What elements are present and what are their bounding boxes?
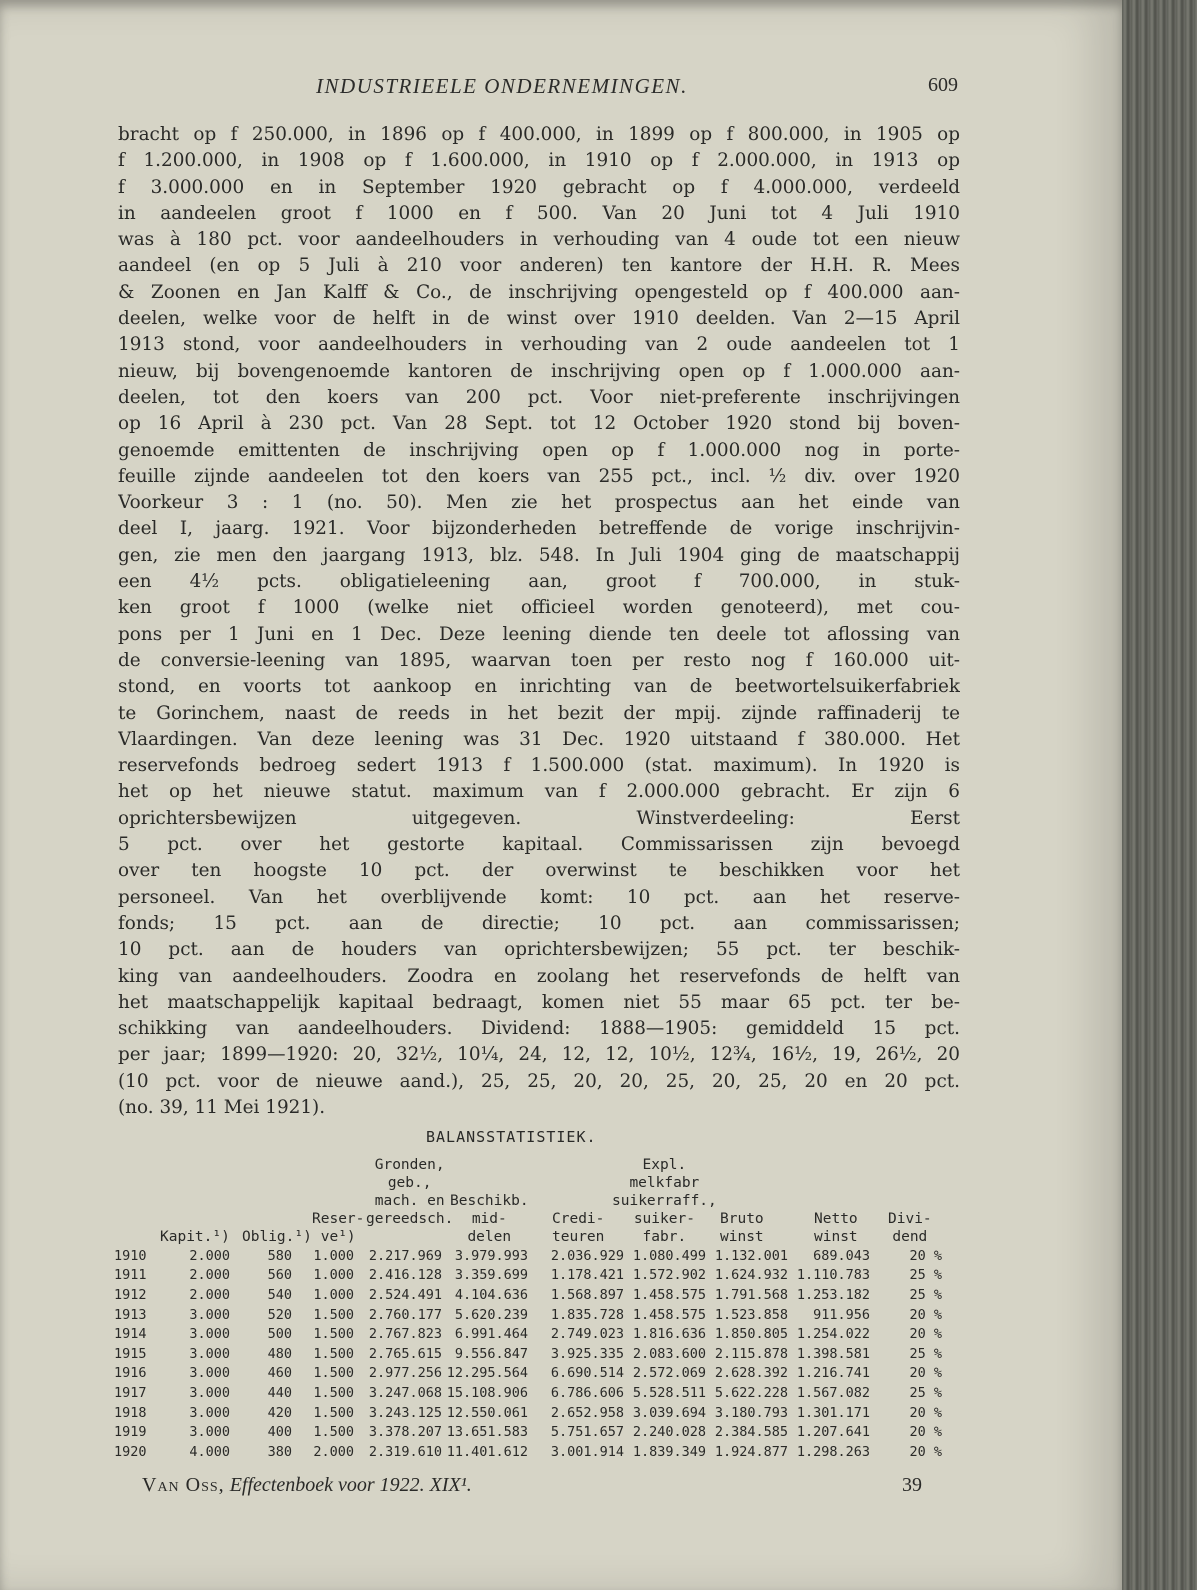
table-cell: 20 %: [909, 1306, 942, 1323]
table-cell: 1.791.568: [714, 1286, 788, 1303]
table-cell: 689.043: [813, 1247, 870, 1264]
year-cell: 1918: [114, 1404, 147, 1421]
table-cell: 1.500: [313, 1424, 354, 1441]
header-beschikb: Beschikb. mid- delen: [450, 1193, 529, 1245]
table-cell: 1.132.001: [714, 1247, 788, 1264]
body-line: 1913 stond, voor aandeelhouders in verhouding van 2 oude aandeelen tot 1: [118, 334, 960, 356]
table-cell: 420: [267, 1404, 292, 1421]
table-cell: 20 %: [909, 1404, 942, 1421]
table-cell: 1.568.897: [550, 1286, 624, 1303]
table-cell: 1.000: [313, 1286, 354, 1303]
table-cell: 1.110.783: [796, 1267, 870, 1284]
running-title: INDUSTRIEELE ONDERNEMINGEN.: [316, 74, 688, 98]
table-cell: 4.000: [189, 1443, 230, 1460]
table-cell: 2.628.392: [714, 1365, 788, 1382]
table-cell: 1.178.421: [550, 1267, 624, 1284]
footer-book: Effectenboek voor 1922. XIX¹.: [229, 1474, 472, 1496]
table-cell: 1.458.575: [632, 1306, 706, 1323]
header-expl: Expl. melkfabr suikerraff., suiker- fabr.: [612, 1157, 717, 1245]
body-line: deel I, jaarg. 1921. Voor bijzonderheden betreffende de vorige inschrijvin-: [118, 518, 960, 540]
year-cell: 1913: [114, 1306, 147, 1323]
table-cell: 6.786.606: [550, 1384, 624, 1401]
body-line: & Zoonen en Jan Kalff & Co., de inschrijving opengesteld op f 400.000 aan-: [118, 281, 960, 303]
table-cell: 1.624.932: [714, 1267, 788, 1284]
year-cell: 1915: [114, 1345, 147, 1362]
table-cell: 1.253.182: [796, 1286, 870, 1303]
header-gronden: Gronden, geb., mach. en gereedsch.: [366, 1157, 454, 1227]
body-line: f 3.000.000 en in September 1920 gebracht op f 4.000.000, verdeeld: [118, 176, 960, 198]
table-cell: 3.378.207: [368, 1424, 442, 1441]
table-row: [114, 1442, 942, 1462]
table-cell: 20 %: [909, 1443, 942, 1460]
body-line: over ten hoogste 10 pct. der overwinst te beschikken voor het: [118, 860, 960, 882]
table-row: [114, 1383, 942, 1403]
table-cell: 1.254.022: [796, 1326, 870, 1343]
table-cell: 3.180.793: [714, 1404, 788, 1421]
table-cell: 25 %: [909, 1286, 942, 1303]
table-cell: 2.115.878: [714, 1345, 788, 1362]
table-cell: 5.620.239: [454, 1306, 528, 1323]
body-line: f 1.200.000, in 1908 op f 1.600.000, in 1910 op f 2.000.000, in 1913 op: [118, 150, 960, 172]
year-cell: 1912: [114, 1286, 147, 1303]
table-cell: 3.000: [189, 1365, 230, 1382]
table-cell: 2.000: [189, 1267, 230, 1284]
body-line: een 4½ pcts. obligatieleening aan, groot f 700.000, in stuk-: [118, 571, 960, 593]
table-row: [114, 1364, 942, 1384]
body-line: ken groot f 1000 (welke niet officieel worden genoteerd), met cou-: [118, 597, 960, 619]
body-line: 10 pct. aan de houders van oprichtersbewijzen; 55 pct. ter beschik-: [118, 939, 960, 961]
table-cell: 5.751.657: [550, 1424, 624, 1441]
table-cell: 2.000: [189, 1286, 230, 1303]
year-cell: 1920: [114, 1443, 147, 1460]
table-cell: 3.925.335: [550, 1345, 624, 1362]
table-cell: 1.500: [313, 1306, 354, 1323]
body-line: gen, zie men den jaargang 1913, blz. 548. In Juli 1904 ging de maatschappij: [118, 544, 960, 566]
year-cell: 1910: [114, 1247, 147, 1264]
body-line: het op het nieuwe statut. maximum van f 2.000.000 gebracht. Er zijn 6: [118, 781, 960, 803]
table-cell: 5.622.228: [714, 1384, 788, 1401]
year-cell: 1917: [114, 1384, 147, 1401]
body-line: bracht op f 250.000, in 1896 op f 400.000, in 1899 op f 800.000, in 1905 op: [118, 124, 960, 145]
body-line: stond, en voorts tot aankoop en inrichting van de beetwortelsuikerfabriek: [118, 676, 960, 698]
year-cell: 1916: [114, 1365, 147, 1382]
table-cell: 2.083.600: [632, 1345, 706, 1362]
table-cell: 20 %: [909, 1424, 942, 1441]
body-line: (10 pct. voor de nieuwe aand.), 25, 25, 20, 20, 25, 20, 25, 20 en 20 pct.: [118, 1070, 960, 1092]
table-row: [114, 1344, 942, 1364]
table-cell: 1.398.581: [796, 1345, 870, 1362]
table-cell: 1.500: [313, 1345, 354, 1362]
table-cell: 2.036.929: [550, 1247, 624, 1264]
table-cell: 380: [267, 1443, 292, 1460]
body-line: (no. 39, 11 Mei 1921).: [118, 1096, 326, 1118]
table-cell: 20 %: [909, 1326, 942, 1343]
body-line: was à 180 pct. voor aandeelhouders in verhouding van 4 oude tot een nieuw: [118, 229, 960, 251]
table-cell: 2.977.256: [368, 1365, 442, 1382]
table-cell: 560: [267, 1267, 292, 1284]
table-cell: 1.567.082: [796, 1384, 870, 1401]
table-cell: 3.000: [189, 1326, 230, 1343]
table-cell: 500: [267, 1326, 292, 1343]
body-text: [118, 122, 960, 1121]
table-cell: 2.217.969: [368, 1247, 442, 1264]
body-line: fonds; 15 pct. aan de directie; 10 pct. aan commissarissen;: [118, 912, 960, 934]
table-cell: 4.104.636: [454, 1286, 528, 1303]
table-cell: 2.319.610: [368, 1443, 442, 1460]
table-cell: 460: [267, 1365, 292, 1382]
body-line: personeel. Van het overblijvende komt: 10 pct. aan het reserve-: [118, 886, 960, 908]
table-cell: 2.652.958: [550, 1404, 624, 1421]
body-line: schikking van aandeelhouders. Dividend: 1888—1905: gemiddeld 15 pct.: [118, 1018, 960, 1040]
table-cell: 3.000: [189, 1384, 230, 1401]
footer-citation: [142, 1474, 472, 1497]
table-cell: 1.207.641: [796, 1424, 870, 1441]
table-cell: 2.240.028: [632, 1424, 706, 1441]
table-cell: 1.000: [313, 1267, 354, 1284]
table-cell: 13.651.583: [446, 1424, 528, 1441]
table-cell: 1.301.171: [796, 1404, 870, 1421]
body-line: in aandeelen groot f 1000 en f 500. Van 20 Juni tot 4 Juli 1910: [118, 202, 960, 224]
table-cell: 2.416.128: [368, 1267, 442, 1284]
table-cell: 1.000: [313, 1247, 354, 1264]
table-cell: 2.384.585: [714, 1424, 788, 1441]
header-bruto: Bruto winst: [720, 1211, 764, 1245]
body-line: genoemde emittenten de inschrijving open op f 1.000.000 nog in porte-: [118, 439, 960, 461]
table-cell: 2.572.069: [632, 1365, 706, 1382]
table-cell: 480: [267, 1345, 292, 1362]
body-line: oprichtersbewijzen uitgegeven. Winstverdeeling: Eerst: [118, 807, 960, 829]
table-cell: 12.295.564: [446, 1365, 528, 1382]
table-cell: 440: [267, 1384, 292, 1401]
table-cell: 2.760.177: [368, 1306, 442, 1323]
table-cell: 400: [267, 1424, 292, 1441]
header-oblig: Oblig.¹): [242, 1229, 312, 1245]
body-line: feuille zijnde aandeelen tot den koers van 255 pct., incl. ½ div. over 1920: [118, 465, 960, 487]
header-netto: Netto winst: [814, 1211, 858, 1245]
table-cell: 520: [267, 1306, 292, 1323]
body-line: Vlaardingen. Van deze leening was 31 Dec. 1920 uitstaand f 380.000. Het: [118, 728, 960, 750]
table-cell: 15.108.906: [446, 1384, 528, 1401]
table-cell: 11.401.612: [446, 1443, 528, 1460]
table-cell: 1.458.575: [632, 1286, 706, 1303]
year-cell: 1919: [114, 1424, 147, 1441]
header-crediteuren: Credi- teuren: [552, 1211, 605, 1245]
table-cell: 20 %: [909, 1247, 942, 1264]
signature-mark: 39: [902, 1474, 922, 1496]
table-cell: 12.550.061: [446, 1404, 528, 1421]
body-line: Voorkeur 3 : 1 (no. 50). Men zie het prospectus aan het einde van: [118, 492, 960, 514]
table-cell: 3.000: [189, 1345, 230, 1362]
body-line: 5 pct. over het gestorte kapitaal. Commissarissen zijn bevoegd: [118, 834, 960, 856]
table-row: [114, 1266, 942, 1286]
table-cell: 1.216.741: [796, 1365, 870, 1382]
table-cell: 6.690.514: [550, 1365, 624, 1382]
table-cell: 3.039.694: [632, 1404, 706, 1421]
table-row: [114, 1246, 942, 1266]
table-cell: 1.500: [313, 1384, 354, 1401]
table-title: BALANSSTATISTIEK.: [426, 1128, 597, 1146]
table-cell: 580: [267, 1247, 292, 1264]
table-cell: 9.556.847: [454, 1345, 528, 1362]
body-line: king van aandeelhouders. Zoodra en zoolang het reservefonds de helft van: [118, 965, 960, 987]
body-line: nieuw, bij bovengenoemde kantoren de inschrijving open op f 1.000.000 aan-: [118, 360, 960, 382]
table-cell: 1.523.858: [714, 1306, 788, 1323]
table-cell: 2.000: [189, 1247, 230, 1264]
body-line: deelen, tot den koers van 200 pct. Voor niet-preferente inschrijvingen: [118, 386, 960, 408]
body-line: deelen, welke voor de helft in de winst over 1910 deelden. Van 2—15 April: [118, 308, 960, 330]
body-line: het maatschappelijk kapitaal bedraagt, komen niet 55 maar 65 pct. ter be-: [118, 991, 960, 1013]
table-cell: 3.000: [189, 1306, 230, 1323]
table-cell: 5.528.511: [632, 1384, 706, 1401]
table-row: [114, 1324, 942, 1344]
body-line: pons per 1 Juni en 1 Dec. Deze leening diende ten deele tot aflossing van: [118, 623, 960, 645]
page-edges: [1122, 0, 1197, 1590]
table-cell: 3.000: [189, 1404, 230, 1421]
table-row: [114, 1403, 942, 1423]
table-cell: 1.080.499: [632, 1247, 706, 1264]
table-cell: 25 %: [909, 1267, 942, 1284]
table-cell: 3.359.699: [454, 1267, 528, 1284]
table-cell: 1.839.349: [632, 1443, 706, 1460]
balance-table: [114, 1246, 942, 1462]
table-row: [114, 1285, 942, 1305]
table-cell: 20 %: [909, 1365, 942, 1382]
year-cell: 1914: [114, 1326, 147, 1343]
table-cell: 2.000: [313, 1443, 354, 1460]
table-cell: 911.956: [813, 1306, 870, 1323]
table-cell: 2.765.615: [368, 1345, 442, 1362]
body-line: te Gorinchem, naast de reeds in het bezit der mpij. zijnde raffinaderij te: [118, 702, 960, 724]
table-cell: 1.924.877: [714, 1443, 788, 1460]
table-cell: 3.000: [189, 1424, 230, 1441]
table-cell: 1.500: [313, 1404, 354, 1421]
table-cell: 2.749.023: [550, 1326, 624, 1343]
body-line: op 16 April à 230 pct. Van 28 Sept. tot 12 October 1920 stond bij boven-: [118, 413, 960, 435]
table-cell: 6.991.464: [454, 1326, 528, 1343]
table-cell: 540: [267, 1286, 292, 1303]
body-line: reservefonds bedroeg sedert 1913 f 1.500.000 (stat. maximum). In 1920 is: [118, 755, 960, 777]
header-reserve: Reser- ve¹): [312, 1211, 365, 1245]
table-cell: 1.298.263: [796, 1443, 870, 1460]
table-row: [114, 1305, 942, 1325]
table-cell: 3.247.068: [368, 1384, 442, 1401]
body-line: aandeel (en op 5 Juli à 210 voor anderen) ten kantore der H.H. R. Mees: [118, 255, 960, 277]
table-cell: 1.816.636: [632, 1326, 706, 1343]
table-cell: 2.767.823: [368, 1326, 442, 1343]
body-line: de conversie-leening van 1895, waarvan toen per resto nog f 160.000 uit-: [118, 649, 960, 671]
year-cell: 1911: [114, 1267, 147, 1284]
table-cell: 1.572.902: [632, 1267, 706, 1284]
table-cell: 1.500: [313, 1365, 354, 1382]
table-cell: 3.979.993: [454, 1247, 528, 1264]
table-cell: 25 %: [909, 1345, 942, 1362]
footer-author: Van Oss,: [142, 1474, 225, 1496]
table-cell: 3.243.125: [368, 1404, 442, 1421]
table-cell: 3.001.914: [550, 1443, 624, 1460]
table-cell: 1.835.728: [550, 1306, 624, 1323]
table-cell: 1.850.805: [714, 1326, 788, 1343]
header-dividend: Divi- dend: [888, 1211, 932, 1245]
page-number: 609: [928, 74, 958, 96]
table-cell: 1.500: [313, 1326, 354, 1343]
header-kapit: Kapit.¹): [160, 1229, 230, 1245]
table-cell: 2.524.491: [368, 1286, 442, 1303]
table-cell: 25 %: [909, 1384, 942, 1401]
table-row: [114, 1422, 942, 1442]
body-line: per jaar; 1899—1920: 20, 32½, 10¼, 24, 12, 12, 10½, 12¾, 16½, 19, 26½, 20: [118, 1044, 960, 1066]
